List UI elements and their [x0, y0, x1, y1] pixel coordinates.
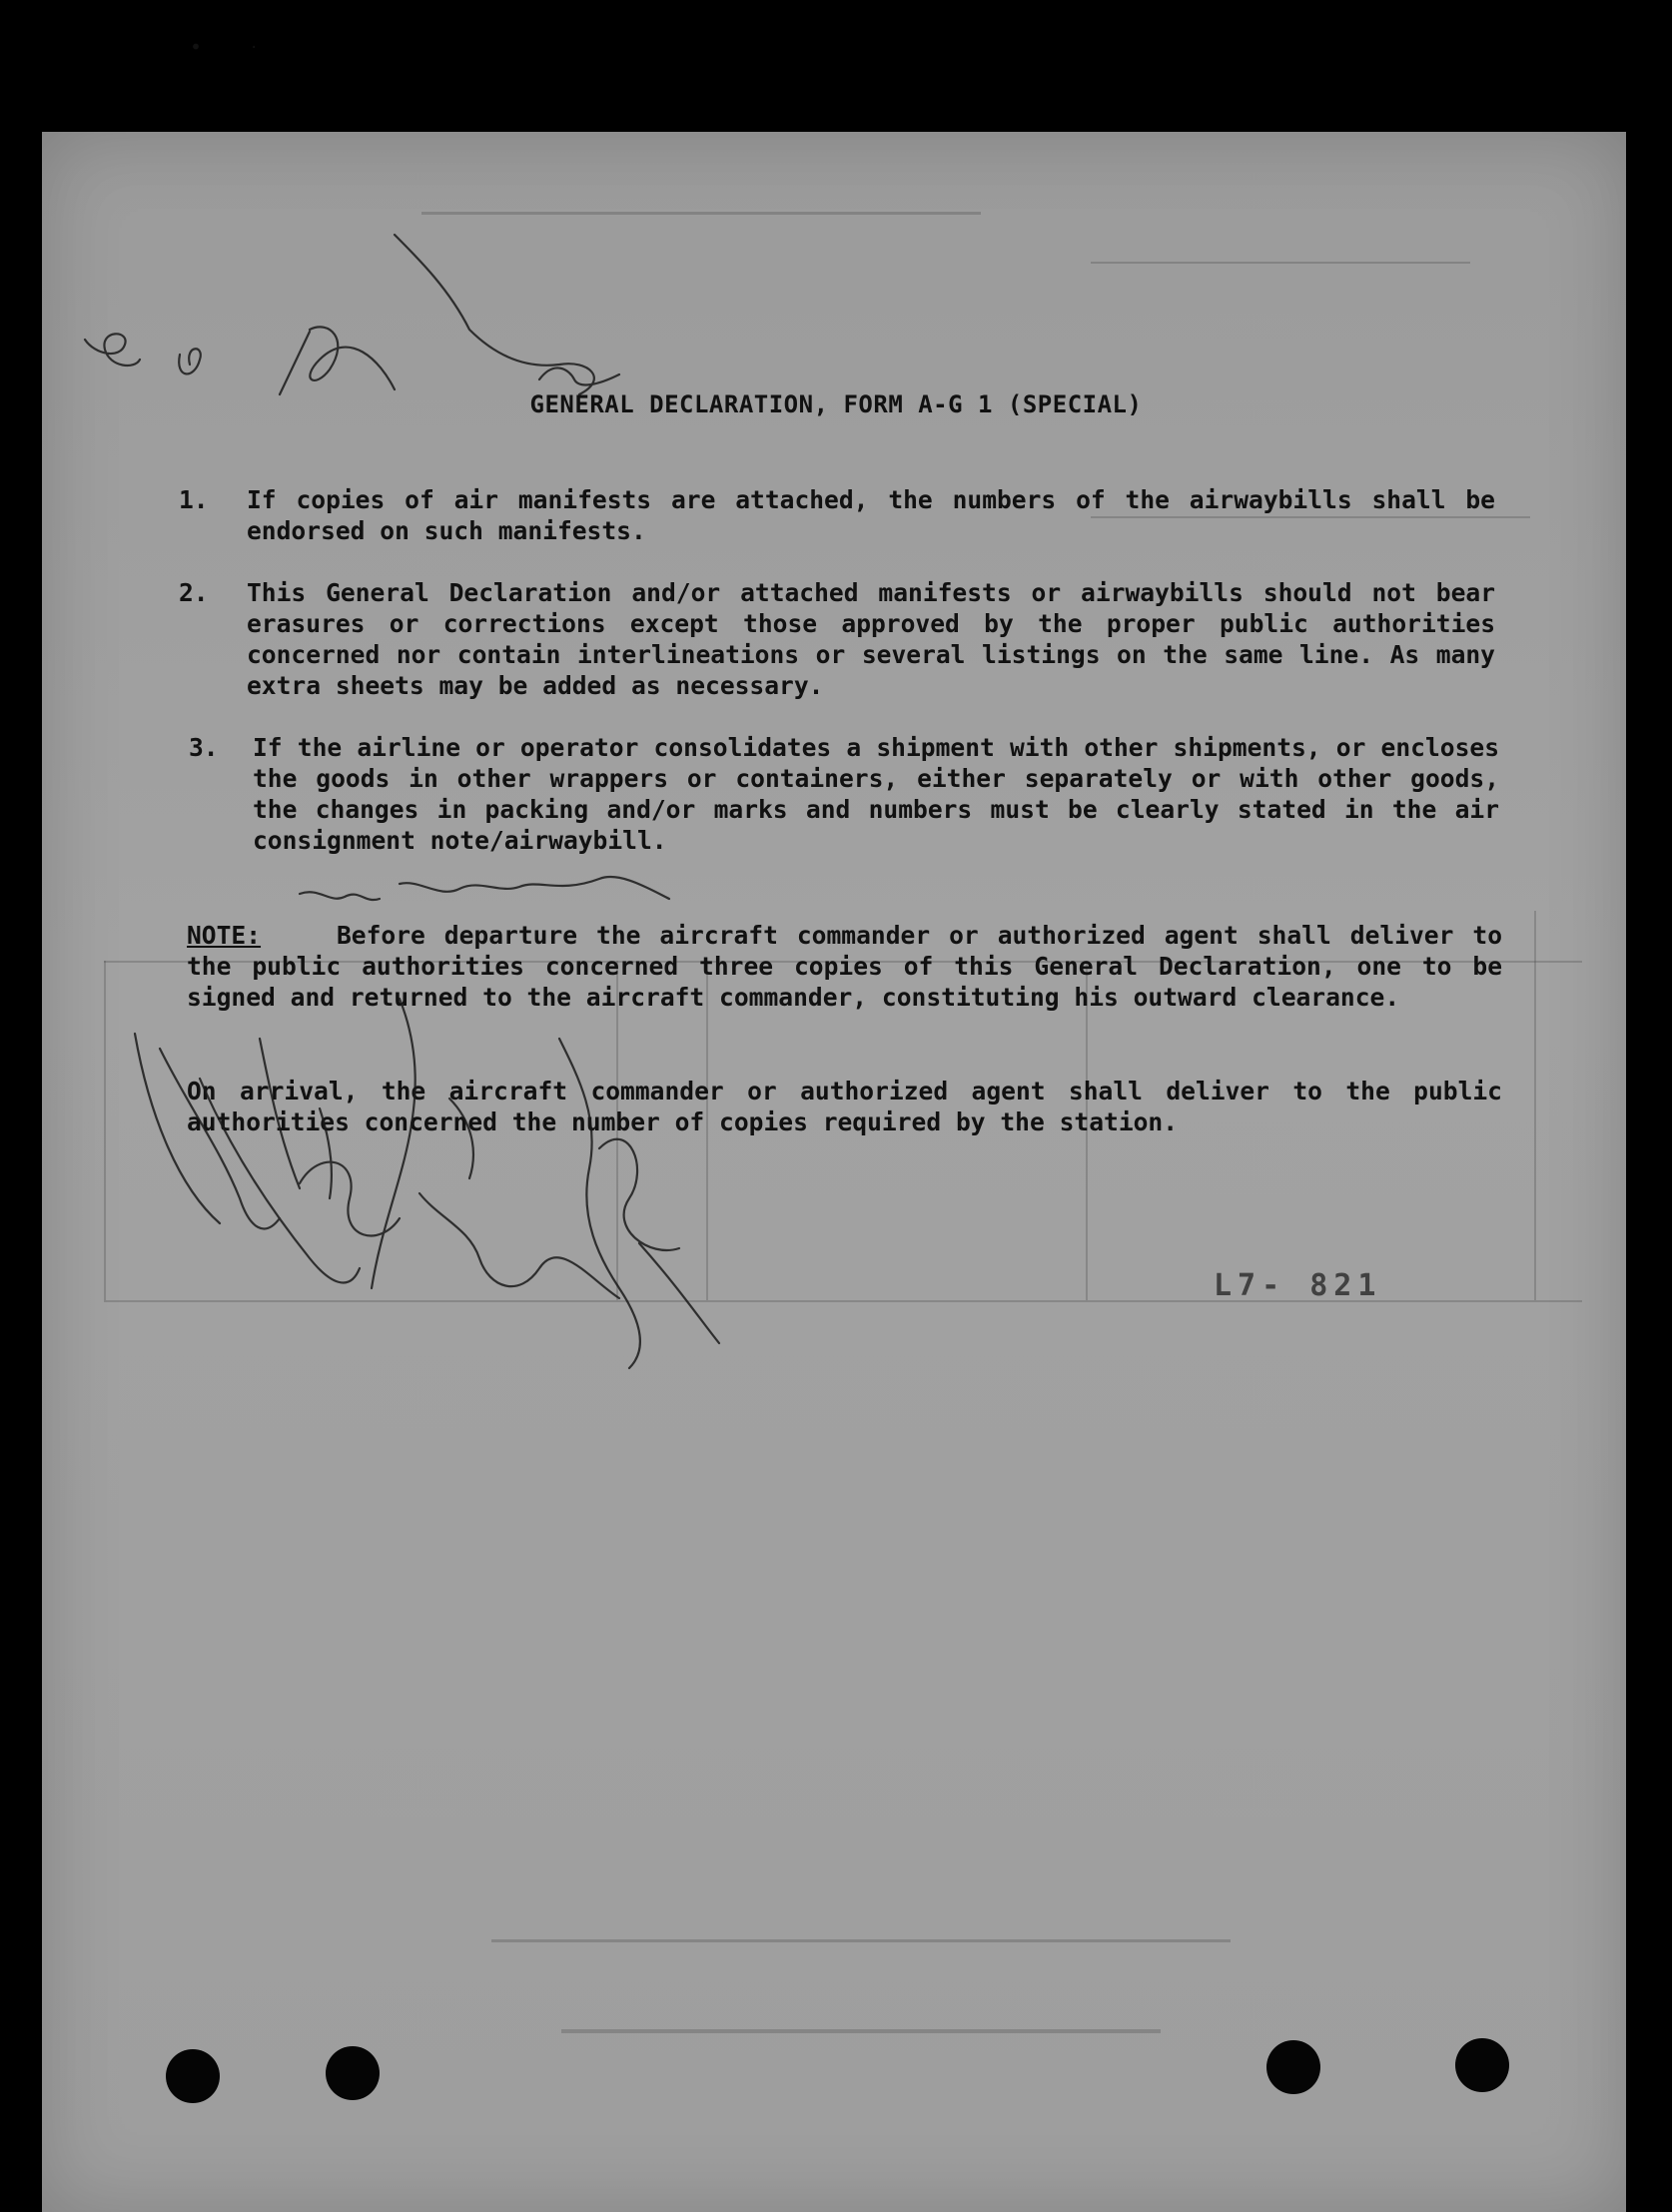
punch-hole — [166, 2049, 220, 2103]
item-text: If copies of air manifests are attached, the numbers of the airwaybills shall be endorsed on such manifests. — [247, 485, 1495, 545]
instruction-item-1 — [179, 484, 1495, 546]
punch-hole — [1266, 2040, 1320, 2094]
note-paragraph — [187, 920, 1502, 1013]
show-through-rule — [1534, 911, 1536, 1300]
note-label: NOTE: — [187, 921, 262, 950]
arrival-paragraph — [187, 1076, 1502, 1137]
document-title: GENERAL DECLARATION, FORM A-G 1 (SPECIAL) — [529, 390, 1143, 418]
item-text: This General Declaration and/or attached manifests or airwaybills should not bear erasures or corrections except those approved by the proper public authorities concerned nor contain interlineations or several listings on the same line. As many extra sheets may be added as necessary. — [247, 578, 1495, 700]
show-through-rule — [491, 1939, 1231, 1942]
show-through-rule — [561, 2029, 1161, 2033]
item-number: 1. — [179, 485, 209, 514]
punch-hole — [326, 2046, 380, 2100]
show-through-rule — [104, 961, 106, 1300]
show-through-rule — [421, 212, 981, 215]
note-text: Before departure the aircraft commander or authorized agent shall deliver to the public authorities concerned three copies of this General Declaration, one to be signed and returned to the aircraft commander, constituting his outward clearance. — [187, 921, 1503, 1012]
instruction-item-2 — [179, 577, 1495, 701]
arrival-text: On arrival, the aircraft commander or authorized agent shall deliver to the public authorities concerned the number of copies required by the station. — [187, 1077, 1502, 1136]
scan-speck: · — [250, 40, 259, 56]
scan-speck: • — [190, 35, 203, 59]
item-number: 2. — [179, 578, 209, 607]
item-text: If the airline or operator consolidates a shipment with other shipments, or encloses the goods in other wrappers or containers, either separately or with other goods, the changes in packing and/or marks and numbers must be clearly stated in the air consignment note/airwaybill. — [253, 733, 1499, 855]
document-page — [42, 132, 1626, 2212]
stamp-mark: L7- 821 — [1214, 1268, 1382, 1303]
show-through-rule — [1091, 262, 1470, 264]
instruction-item-3 — [189, 732, 1499, 856]
punch-hole — [1455, 2038, 1509, 2092]
item-number: 3. — [189, 733, 219, 762]
